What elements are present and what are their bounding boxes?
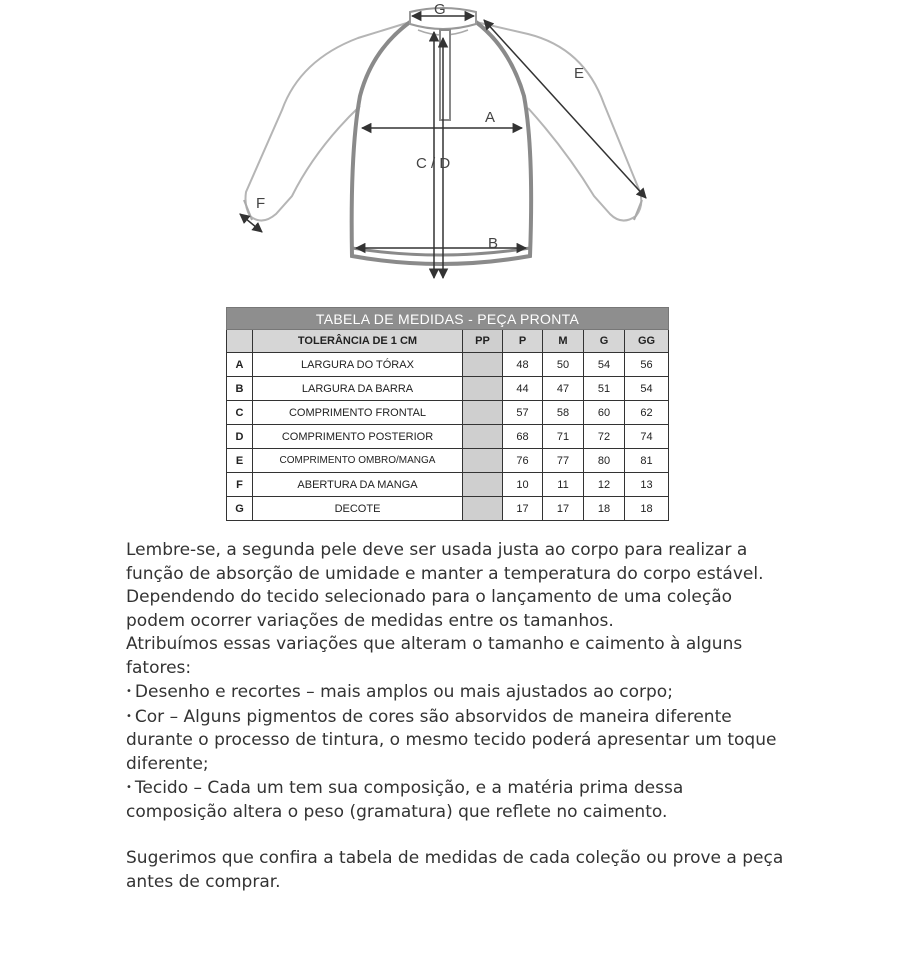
left-sleeve-outline <box>246 22 411 221</box>
cell-pp <box>463 377 503 401</box>
cell-gg: 54 <box>625 377 669 401</box>
header-size-m: M <box>543 330 584 353</box>
cell-g: 18 <box>584 497 625 521</box>
label-cd: C / D <box>416 155 451 172</box>
cell-p: 48 <box>503 353 543 377</box>
row-measure-name: ABERTURA DA MANGA <box>253 473 463 497</box>
label-f: F <box>256 195 266 212</box>
cell-gg: 81 <box>625 449 669 473</box>
hem-band <box>352 248 530 255</box>
cell-p: 10 <box>503 473 543 497</box>
bullet-mark: • <box>126 710 132 722</box>
right-sleeve-outline <box>476 22 641 221</box>
cell-pp <box>463 497 503 521</box>
cell-gg: 13 <box>625 473 669 497</box>
row-letter: D <box>227 425 253 449</box>
header-tolerance: TOLERÂNCIA DE 1 CM <box>253 330 463 353</box>
cell-g: 72 <box>584 425 625 449</box>
left-cuff <box>244 200 252 220</box>
row-letter: B <box>227 377 253 401</box>
header-size-pp: PP <box>463 330 503 353</box>
zipper <box>440 30 450 120</box>
bullet-mark: • <box>126 686 132 697</box>
label-a: A <box>485 109 496 126</box>
table-title: TABELA DE MEDIDAS - PEÇA PRONTA <box>227 308 669 330</box>
size-table <box>226 307 669 521</box>
table-row <box>227 425 669 449</box>
cell-m: 47 <box>543 377 584 401</box>
cell-pp <box>463 449 503 473</box>
header-size-g: G <box>584 330 625 353</box>
cell-g: 80 <box>584 449 625 473</box>
note-paragraph: Dependendo do tecido selecionado para o lançamento de uma coleção podem ocorrer variações de medidas entre os tamanhos. <box>126 587 733 631</box>
cell-m: 17 <box>543 497 584 521</box>
row-measure-name: COMPRIMENTO FRONTAL <box>253 401 463 425</box>
row-letter: E <box>227 449 253 473</box>
cell-pp <box>463 401 503 425</box>
table-row <box>227 473 669 497</box>
row-letter: A <box>227 353 253 377</box>
cell-g: 60 <box>584 401 625 425</box>
cell-gg: 18 <box>625 497 669 521</box>
cell-p: 57 <box>503 401 543 425</box>
cell-g: 51 <box>584 377 625 401</box>
bullet-mark: • <box>126 782 132 793</box>
cell-pp <box>463 353 503 377</box>
cell-pp <box>463 473 503 497</box>
row-measure-name: COMPRIMENTO POSTERIOR <box>253 425 463 449</box>
table-row <box>227 497 669 521</box>
row-measure-name: COMPRIMENTO OMBRO/MANGA <box>253 449 463 473</box>
size-notes <box>126 539 786 894</box>
right-cuff <box>634 200 642 220</box>
cell-g: 54 <box>584 353 625 377</box>
bullet-text: Cor – Alguns pigmentos de cores são absorvidos de maneira diferente durante o processo de tintura, o mesmo tecido poderá apresentar um toque diferente; <box>126 706 777 774</box>
cell-pp <box>463 425 503 449</box>
row-measure-name: LARGURA DO TÓRAX <box>253 353 463 377</box>
label-b: B <box>488 235 499 252</box>
row-letter: G <box>227 497 253 521</box>
note-bullet <box>126 705 786 777</box>
cell-m: 77 <box>543 449 584 473</box>
cell-p: 68 <box>503 425 543 449</box>
table-row <box>227 353 669 377</box>
cell-gg: 56 <box>625 353 669 377</box>
cell-m: 71 <box>543 425 584 449</box>
cell-p: 76 <box>503 449 543 473</box>
bullet-text: Desenho e recortes – mais amplos ou mais ajustados ao corpo; <box>134 682 673 702</box>
garment-measurement-diagram <box>0 0 900 300</box>
cell-gg: 74 <box>625 425 669 449</box>
table-row <box>227 401 669 425</box>
row-measure-name: DECOTE <box>253 497 463 521</box>
cell-p: 44 <box>503 377 543 401</box>
table-row <box>227 449 669 473</box>
table-row <box>227 377 669 401</box>
arrow-e <box>484 20 646 198</box>
header-size-gg: GG <box>625 330 669 353</box>
table-header-row <box>227 330 669 353</box>
row-letter: F <box>227 473 253 497</box>
cell-m: 11 <box>543 473 584 497</box>
cell-m: 50 <box>543 353 584 377</box>
cell-g: 12 <box>584 473 625 497</box>
label-e: E <box>574 65 585 82</box>
note-paragraph: Lembre-se, a segunda pele deve ser usada justa ao corpo para realizar a função de absorção de umidade e manter a temperatura do corpo estável. <box>126 540 764 584</box>
label-g: G <box>434 1 446 18</box>
row-letter: C <box>227 401 253 425</box>
cell-gg: 62 <box>625 401 669 425</box>
size-table-container <box>226 307 668 521</box>
note-paragraph: Atribuímos essas variações que alteram o tamanho e caimento à alguns fatores: <box>126 634 743 678</box>
cell-p: 17 <box>503 497 543 521</box>
note-bullet <box>126 680 786 705</box>
bullet-text: Tecido – Cada um tem sua composição, e a matéria prima dessa composição altera o peso (gramatura) que reflete no caimento. <box>126 778 684 822</box>
note-bullet <box>126 776 786 824</box>
cell-m: 58 <box>543 401 584 425</box>
header-size-p: P <box>503 330 543 353</box>
row-measure-name: LARGURA DA BARRA <box>253 377 463 401</box>
closing-paragraph: Sugerimos que confira a tabela de medidas de cada coleção ou prove a peça antes de comprar. <box>126 848 784 892</box>
